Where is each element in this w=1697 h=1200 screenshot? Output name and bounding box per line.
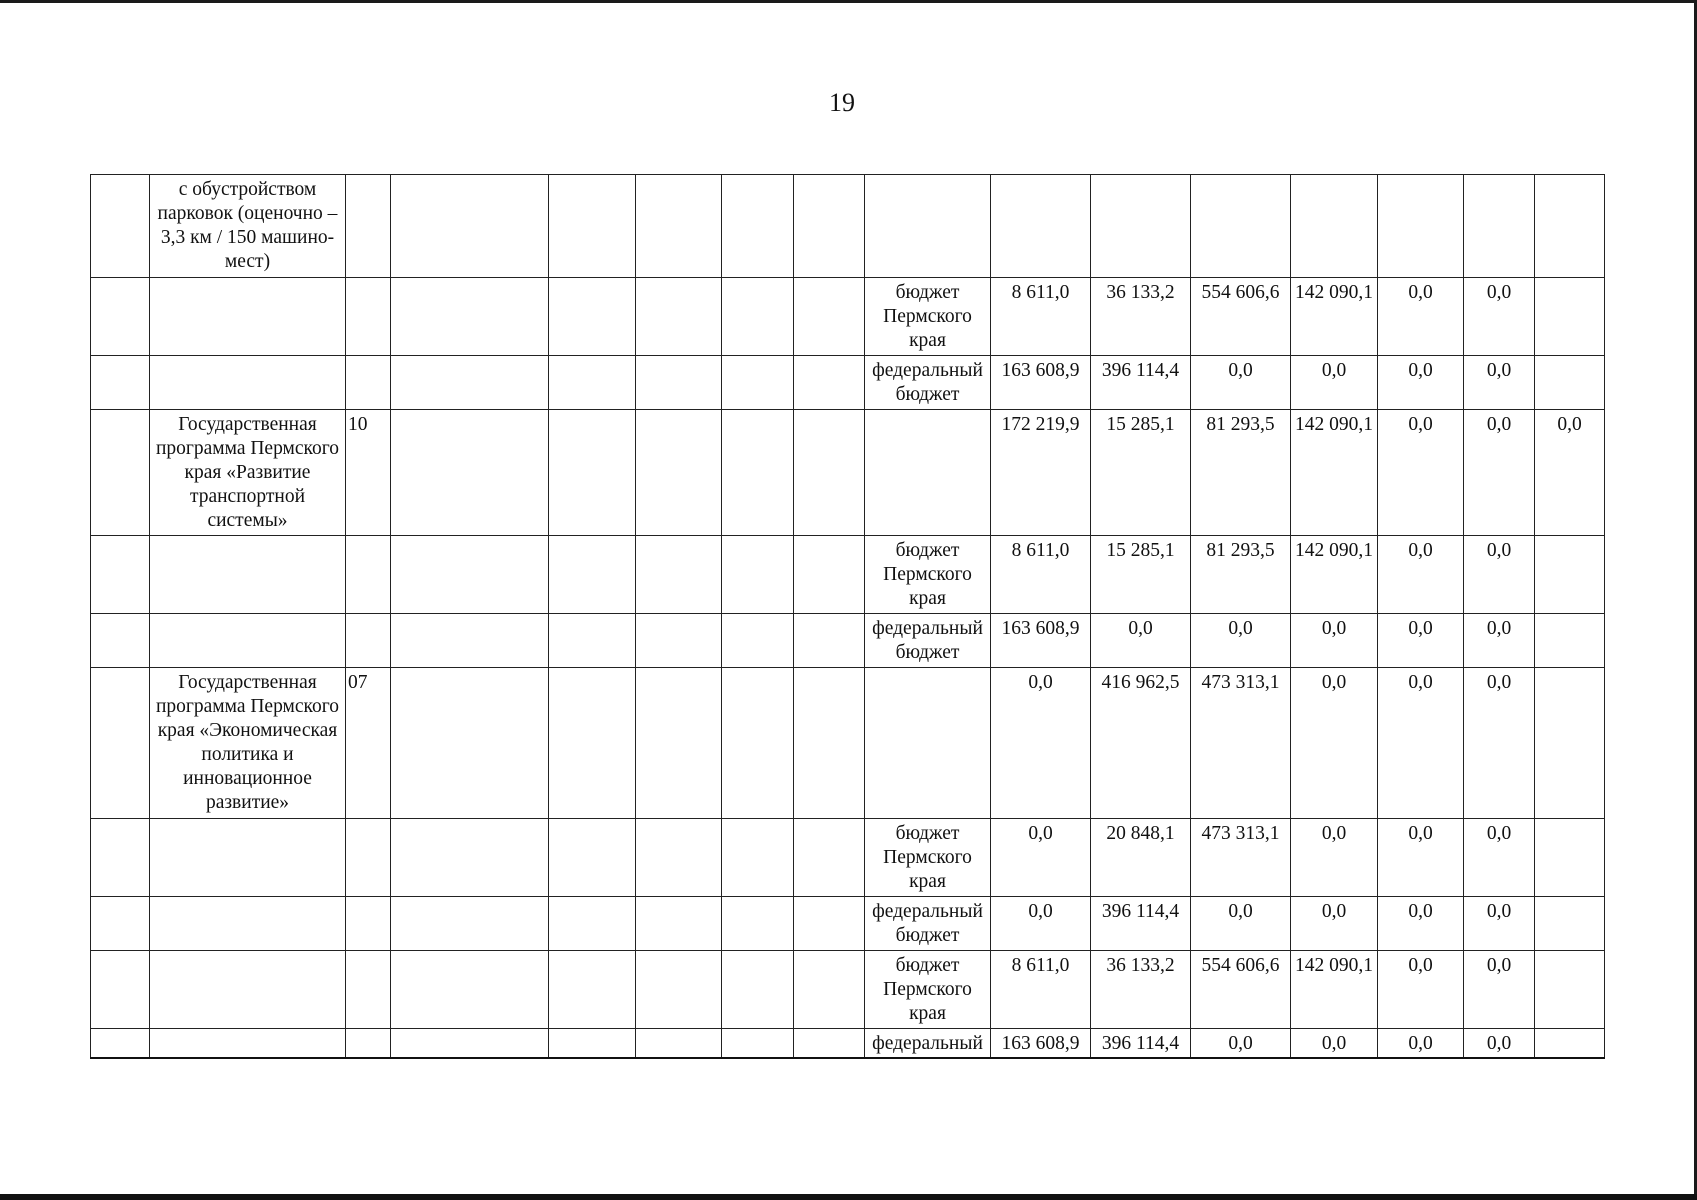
cell-amount: [1535, 951, 1605, 1029]
cell-amount: 163 608,9: [991, 1029, 1091, 1058]
cell-index: [91, 897, 150, 951]
cell-amount: 0,0: [1378, 668, 1464, 819]
cell-empty: [794, 668, 865, 819]
cell-program-name: [150, 356, 346, 410]
table-row: [91, 951, 1605, 1029]
cell-amount: 0,0: [1378, 819, 1464, 897]
cell-funding-source: бюджет Пермского края: [865, 278, 991, 356]
cell-amount: 8 611,0: [991, 536, 1091, 614]
cell-empty: [391, 951, 549, 1029]
cell-empty: [636, 897, 722, 951]
cell-index: [91, 356, 150, 410]
cell-amount: [1291, 175, 1378, 278]
cell-program-name: [150, 614, 346, 668]
cell-funding-source: [865, 175, 991, 278]
cell-amount: 0,0: [1378, 536, 1464, 614]
cell-program-name: [150, 536, 346, 614]
cell-amount: 0,0: [1191, 614, 1291, 668]
cell-amount: 0,0: [1191, 1029, 1291, 1058]
cell-amount: [1091, 175, 1191, 278]
cell-amount: 8 611,0: [991, 951, 1091, 1029]
cell-amount: 0,0: [1464, 614, 1535, 668]
cell-empty: [636, 951, 722, 1029]
table-row: [91, 614, 1605, 668]
cell-empty: [794, 614, 865, 668]
cell-amount: [1464, 175, 1535, 278]
cell-amount: 0,0: [1464, 951, 1535, 1029]
cell-empty: [722, 536, 794, 614]
cell-amount: 15 285,1: [1091, 410, 1191, 536]
cell-index: [91, 951, 150, 1029]
cell-amount: 0,0: [991, 819, 1091, 897]
cell-code: [346, 819, 391, 897]
cell-empty: [636, 356, 722, 410]
cell-amount: 0,0: [1378, 951, 1464, 1029]
cell-amount: 36 133,2: [1091, 951, 1191, 1029]
cell-amount: [1535, 819, 1605, 897]
cell-amount: 0,0: [1378, 897, 1464, 951]
table-row: [91, 897, 1605, 951]
cell-code: 07: [346, 668, 391, 819]
cell-program-name: с обустройством парковок (оценочно – 3,3 км / 150 машино-мест): [150, 175, 346, 278]
cell-empty: [391, 536, 549, 614]
cell-amount: 0,0: [1464, 897, 1535, 951]
table-body: [91, 175, 1605, 1058]
cell-code: 10: [346, 410, 391, 536]
cell-empty: [391, 1029, 549, 1058]
cell-amount: [1191, 175, 1291, 278]
cell-empty: [794, 278, 865, 356]
cell-index: [91, 410, 150, 536]
cell-empty: [636, 1029, 722, 1058]
cell-amount: 163 608,9: [991, 614, 1091, 668]
cell-empty: [549, 410, 636, 536]
cell-empty: [722, 951, 794, 1029]
cell-amount: [1535, 536, 1605, 614]
cell-empty: [636, 175, 722, 278]
cell-empty: [722, 668, 794, 819]
cell-index: [91, 819, 150, 897]
cell-amount: 416 962,5: [1091, 668, 1191, 819]
table-row: [91, 278, 1605, 356]
cell-amount: [1535, 614, 1605, 668]
cell-amount: 0,0: [1378, 1029, 1464, 1058]
cell-funding-source: федеральный бюджет: [865, 897, 991, 951]
cell-amount: 20 848,1: [1091, 819, 1191, 897]
cell-amount: [1535, 897, 1605, 951]
cell-empty: [794, 356, 865, 410]
cell-empty: [794, 536, 865, 614]
cell-empty: [391, 175, 549, 278]
cell-funding-source: бюджет Пермского края: [865, 951, 991, 1029]
cell-empty: [391, 356, 549, 410]
cell-code: [346, 356, 391, 410]
cell-empty: [794, 1029, 865, 1058]
cell-code: [346, 951, 391, 1029]
cell-empty: [549, 614, 636, 668]
cell-program-name: [150, 1029, 346, 1058]
table-row: [91, 536, 1605, 614]
cell-amount: [1535, 668, 1605, 819]
cell-empty: [391, 819, 549, 897]
cell-empty: [722, 278, 794, 356]
cell-empty: [549, 356, 636, 410]
cell-amount: 396 114,4: [1091, 1029, 1191, 1058]
cell-index: [91, 1029, 150, 1058]
cell-amount: 0,0: [1464, 410, 1535, 536]
cell-amount: 0,0: [1464, 278, 1535, 356]
cell-amount: 396 114,4: [1091, 897, 1191, 951]
cell-amount: 81 293,5: [1191, 536, 1291, 614]
cell-program-name: [150, 278, 346, 356]
table-row: [91, 356, 1605, 410]
cell-empty: [391, 897, 549, 951]
cell-amount: 0,0: [1378, 356, 1464, 410]
scan-border-bottom: [0, 1194, 1697, 1200]
cell-amount: [991, 175, 1091, 278]
page-number: 19: [829, 88, 855, 117]
cell-program-name: [150, 951, 346, 1029]
cell-empty: [794, 897, 865, 951]
cell-empty: [636, 668, 722, 819]
cell-amount: 396 114,4: [1091, 356, 1191, 410]
cell-amount: 554 606,6: [1191, 278, 1291, 356]
scan-border-top: [0, 0, 1697, 3]
cell-amount: 0,0: [1291, 819, 1378, 897]
cell-index: [91, 668, 150, 819]
cell-amount: 0,0: [1378, 614, 1464, 668]
cell-program-name: [150, 897, 346, 951]
cell-amount: 81 293,5: [1191, 410, 1291, 536]
cell-empty: [636, 278, 722, 356]
cell-amount: 163 608,9: [991, 356, 1091, 410]
cell-amount: 142 090,1: [1291, 410, 1378, 536]
cell-amount: 0,0: [1464, 819, 1535, 897]
cell-amount: 0,0: [991, 897, 1091, 951]
cell-amount: 554 606,6: [1191, 951, 1291, 1029]
cell-amount: [1535, 175, 1605, 278]
cell-empty: [549, 278, 636, 356]
cell-amount: 0,0: [1464, 356, 1535, 410]
cell-code: [346, 278, 391, 356]
cell-funding-source: [865, 668, 991, 819]
cell-amount: [1535, 278, 1605, 356]
cell-empty: [549, 819, 636, 897]
cell-amount: 0,0: [1291, 897, 1378, 951]
cell-empty: [722, 614, 794, 668]
cell-amount: 0,0: [1191, 356, 1291, 410]
cell-empty: [391, 410, 549, 536]
cell-code: [346, 175, 391, 278]
cell-amount: 0,0: [1291, 668, 1378, 819]
cell-amount: 0,0: [1464, 536, 1535, 614]
cell-empty: [636, 614, 722, 668]
cell-amount: 0,0: [1291, 356, 1378, 410]
cell-program-name: Государственная программа Пермского края «Экономическая политика и инновационное развитие»: [150, 668, 346, 819]
cell-amount: 0,0: [1091, 614, 1191, 668]
cell-amount: [1535, 356, 1605, 410]
cell-empty: [391, 278, 549, 356]
cell-empty: [636, 410, 722, 536]
cell-code: [346, 1029, 391, 1058]
cell-funding-source: федеральный бюджет: [865, 614, 991, 668]
cell-index: [91, 278, 150, 356]
cell-empty: [391, 668, 549, 819]
cell-index: [91, 175, 150, 278]
cell-empty: [636, 819, 722, 897]
cell-empty: [549, 175, 636, 278]
budget-table: [90, 174, 1605, 1059]
cell-program-name: [150, 819, 346, 897]
cell-amount: 0,0: [1191, 897, 1291, 951]
cell-empty: [722, 356, 794, 410]
cell-amount: 8 611,0: [991, 278, 1091, 356]
cell-index: [91, 614, 150, 668]
cell-amount: 142 090,1: [1291, 278, 1378, 356]
cell-amount: 0,0: [1291, 1029, 1378, 1058]
cell-empty: [549, 1029, 636, 1058]
cell-index: [91, 536, 150, 614]
cell-funding-source: бюджет Пермского края: [865, 536, 991, 614]
cell-empty: [391, 614, 549, 668]
cell-empty: [636, 536, 722, 614]
cell-funding-source: бюджет Пермского края: [865, 819, 991, 897]
cell-funding-source: [865, 410, 991, 536]
cell-amount: 0,0: [991, 668, 1091, 819]
cell-amount: 473 313,1: [1191, 819, 1291, 897]
cell-empty: [794, 951, 865, 1029]
cell-empty: [549, 951, 636, 1029]
cell-amount: 0,0: [1378, 278, 1464, 356]
cell-amount: 0,0: [1535, 410, 1605, 536]
cell-amount: 0,0: [1378, 410, 1464, 536]
table-row: [91, 175, 1605, 278]
cell-code: [346, 897, 391, 951]
cell-amount: 0,0: [1464, 1029, 1535, 1058]
table-row: [91, 410, 1605, 536]
table-row: [91, 668, 1605, 819]
cell-amount: 142 090,1: [1291, 951, 1378, 1029]
cell-amount: 142 090,1: [1291, 536, 1378, 614]
cell-empty: [549, 668, 636, 819]
cell-amount: 0,0: [1464, 668, 1535, 819]
cell-funding-source: федеральный бюджет: [865, 356, 991, 410]
cell-empty: [722, 897, 794, 951]
cell-empty: [722, 410, 794, 536]
table-row: [91, 819, 1605, 897]
cell-empty: [722, 1029, 794, 1058]
cell-code: [346, 536, 391, 614]
table-row: [91, 1029, 1605, 1058]
cell-empty: [794, 819, 865, 897]
cell-empty: [794, 410, 865, 536]
cell-amount: 172 219,9: [991, 410, 1091, 536]
cell-amount: [1378, 175, 1464, 278]
cell-empty: [722, 175, 794, 278]
cell-code: [346, 614, 391, 668]
cell-amount: 15 285,1: [1091, 536, 1191, 614]
cell-amount: 0,0: [1291, 614, 1378, 668]
cell-amount: [1535, 1029, 1605, 1058]
cell-program-name: Государственная программа Пермского края «Развитие транспортной системы»: [150, 410, 346, 536]
cell-empty: [549, 536, 636, 614]
cell-amount: 473 313,1: [1191, 668, 1291, 819]
cell-empty: [722, 819, 794, 897]
cell-empty: [794, 175, 865, 278]
cell-amount: 36 133,2: [1091, 278, 1191, 356]
cell-funding-source: федеральный: [865, 1029, 991, 1058]
cell-empty: [549, 897, 636, 951]
